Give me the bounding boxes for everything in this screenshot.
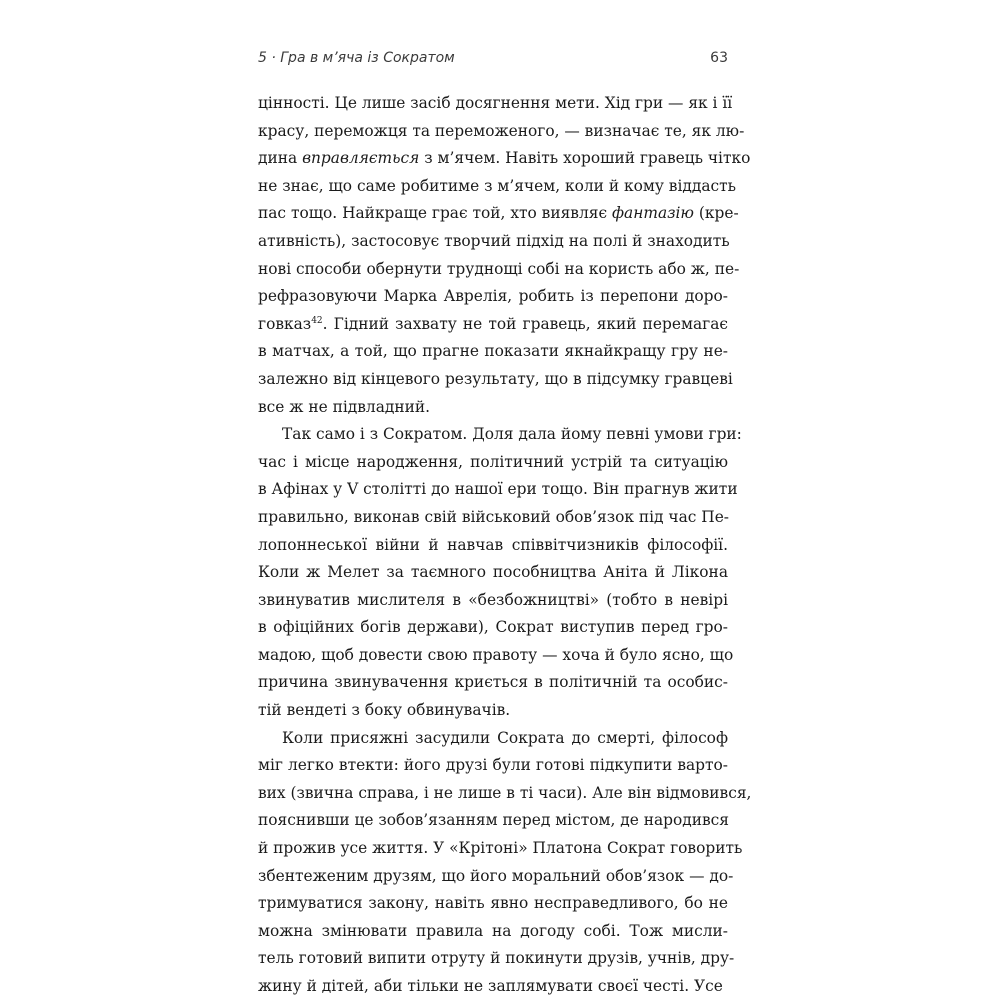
text-line [258,945,735,973]
text-segment: . Гідний захвату не той гравець, який перемагає [322,314,728,333]
text-segment: пояснивши це зобов’язанням перед містом, де народився [258,811,730,830]
text-line [258,559,728,587]
text-line [258,366,733,394]
page-number: 63 [710,50,728,66]
text-line [258,338,728,366]
text-segment: й прожив усе життя. У «Крітоні» Платона Сократ говорить [258,839,743,858]
text-segment: рефразовуючи Марка Аврелія, робить із перепони доро- [258,287,728,306]
text-segment: збентеженим друзям, що його моральний обов’язок — до- [258,866,734,885]
paragraph [258,725,752,1001]
text-line [258,476,738,504]
text-segment: жину й дітей, аби тільки не заплямувати своєї честі. Усе [258,977,723,995]
body-text [258,90,752,1001]
running-title: 5 · Гра в м’яча із Сократом [258,50,455,66]
text-line [258,283,728,311]
text-segment: дина [258,149,303,168]
text-segment: тель готовий випити отруту й покинути друзів, учнів, дру- [258,949,735,968]
text-line [258,118,745,146]
text-line [258,311,728,339]
text-segment: тій вендеті з боку обвинувачів. [258,701,511,720]
text-line [258,228,728,256]
text-line [258,587,728,615]
text-line [258,173,737,201]
paragraph [258,90,751,421]
text-segment: мадою, щоб довести свою правоту — хоча й було ясно, що [258,645,734,664]
text-line [258,807,728,835]
text-line [258,725,728,753]
text-segment: Так само і з Сократом. Доля дала йому певні умови гри: [282,425,742,444]
page-header [258,50,728,74]
italic-text: вправляється [302,149,420,168]
text-segment: причина звинувачення криється в політичній та особис- [258,673,728,692]
text-line [258,863,734,891]
text-line [258,145,751,173]
text-segment: красу, переможця та переможеного, — визначає те, як лю- [258,121,745,140]
text-segment: ативність), застосовує творчий підхід на полі й знаходить [258,231,730,250]
text-line [258,890,728,918]
text-line [258,752,728,780]
text-line [258,256,740,284]
italic-text: фантазію [611,204,694,223]
paragraph [258,421,742,725]
text-line [258,780,752,808]
text-line [258,642,734,670]
text-segment: не знає, що саме робитиме з м’ячем, коли й кому віддасть [258,176,737,195]
text-segment: залежно від кінцевого результату, що в підсумку гравцеві [258,369,733,388]
text-segment: звинуватив мислителя в «безбожництві» (тобто в невірі [258,590,728,609]
text-segment: Коли ж Мелет за таємного пособництва Аніта й Лікона [258,563,728,582]
text-segment: нові способи обернути труднощі собі на користь або ж, пе- [258,259,740,278]
text-line [258,504,728,532]
text-line [258,394,728,422]
text-segment: говказ [258,314,312,333]
text-segment: в матчах, а той, що прагне показати якнайкращу гру не- [258,342,728,361]
text-line [258,918,728,946]
text-line [258,973,728,1001]
text-segment: вих (звична справа, і не лише в ті часи). Але він відмовився, [258,783,752,802]
text-segment: пас тощо. Найкраще грає той, хто виявляє [258,204,612,223]
text-segment: все ж не підвладний. [258,397,431,416]
text-segment: тримуватися закону, навіть явно несправедливого, бо не [258,894,728,913]
text-line [258,835,743,863]
text-line [258,669,728,697]
text-segment: лопоннеської війни й навчав співвітчизників філософії. [258,535,728,554]
text-line [258,421,742,449]
text-line [258,532,728,560]
text-segment: міг легко втекти: його друзі були готові підкупити варто- [258,756,728,775]
text-line [258,614,728,642]
text-segment: Коли присяжні засудили Сократа до смерті, філософ [282,728,728,747]
text-segment: з м’ячем. Навіть хороший гравець чітко [419,149,751,168]
text-segment: (кре- [693,204,739,223]
text-line [258,697,728,725]
text-line [258,200,739,228]
text-segment: час і місце народження, політичний устрій та ситуацію [258,452,728,471]
text-segment: можна змінювати правила на догоду собі. Тож мисли- [258,921,728,940]
text-segment: в Афінах у V столітті до нашої ери тощо. Він прагнув жити [258,480,738,499]
text-line [258,90,733,118]
footnote-ref: 42 [311,315,323,326]
text-segment: цінності. Це лише засіб досягнення мети. Хід гри — як і її [258,94,733,112]
text-segment: правильно, виконав свій військовий обов’язок під час Пе- [258,507,730,526]
text-line [258,449,728,477]
text-segment: в офіційних богів держави), Сократ виступив перед гро- [258,618,728,637]
